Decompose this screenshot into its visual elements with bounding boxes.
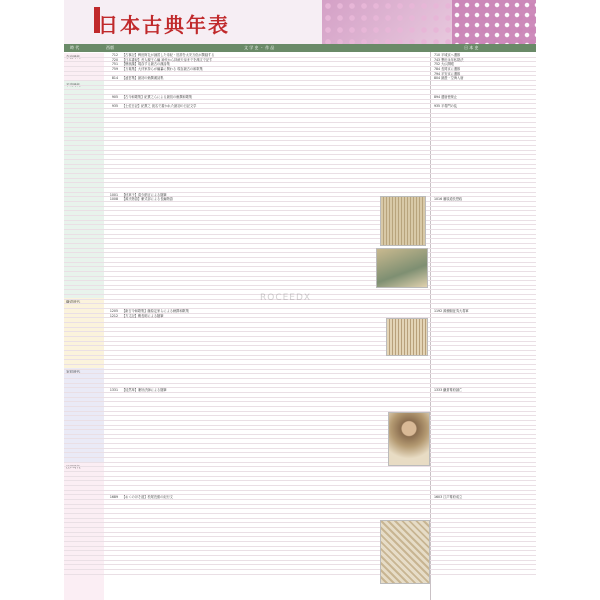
era-label: 室町時代 bbox=[66, 370, 81, 374]
row-event: 【懐風藻】現存する最古の漢詩集 bbox=[122, 62, 170, 67]
row-event: 【徒然草】兼好法師による随筆 bbox=[122, 388, 167, 393]
col-world: 日 本 史 bbox=[464, 45, 479, 50]
row-history: 935 平将門の乱 bbox=[434, 104, 458, 109]
era-label: 鎌倉時代 bbox=[66, 300, 81, 304]
row-year: 712 bbox=[111, 53, 118, 57]
row-year: 1212 bbox=[109, 313, 118, 318]
page-title: 日本古典年表 bbox=[98, 13, 230, 37]
row-history: 1333 鎌倉幕府滅亡 bbox=[434, 388, 463, 393]
row-history: 1016 藤原道長摂政 bbox=[434, 197, 463, 202]
row-history: 710 平城京へ遷都 bbox=[434, 53, 461, 57]
row-event: 【万葉集】大伴家持らが編纂に関わる 現存最古の和歌集 bbox=[122, 66, 203, 71]
row-event: 【凌雲集】最初の勅撰漢詩集 bbox=[122, 76, 164, 81]
row-event: 【古今和歌集】紀貫之らによる最初の勅撰和歌集 bbox=[122, 94, 193, 99]
row-year: 751 bbox=[111, 62, 118, 67]
row-event: 【土佐日記】紀貫之 仮名で書かれた最初の日記文学 bbox=[122, 104, 197, 109]
row-year: 935 bbox=[111, 104, 118, 109]
row-history: 1192 源頼朝征夷大将軍 bbox=[434, 309, 469, 314]
manuscript-image bbox=[386, 318, 428, 356]
col-year: 西暦 bbox=[106, 45, 114, 50]
era-label: 江戸時代 bbox=[66, 465, 81, 469]
page-header bbox=[64, 0, 536, 44]
row-year: 759 bbox=[111, 66, 118, 71]
row-year: 814 bbox=[111, 76, 118, 81]
row-history: 784 長岡京に遷都 bbox=[434, 66, 461, 71]
row-event: 【おくのほそ道】松尾芭蕉の紀行文 bbox=[122, 495, 173, 500]
portrait-image bbox=[388, 412, 430, 466]
row-year: 1689 bbox=[109, 495, 118, 500]
row-year: 1001 bbox=[109, 192, 118, 197]
row-history: 804 最澄・空海入唐 bbox=[434, 76, 464, 81]
row-year: 1205 bbox=[109, 309, 118, 314]
row-year: 905 bbox=[111, 94, 118, 99]
row-event: 【枕草子】清少納言による随筆 bbox=[122, 192, 167, 197]
header-dot-pattern bbox=[452, 0, 536, 44]
row-history: 894 遣唐使廃止 bbox=[434, 94, 458, 99]
edo-illustration-image bbox=[380, 520, 430, 584]
era-label: 平安時代 bbox=[66, 83, 81, 87]
scroll-text-image bbox=[380, 196, 426, 246]
timeline-row bbox=[64, 570, 536, 575]
timeline-page bbox=[64, 0, 536, 600]
timeline-rows bbox=[64, 53, 536, 575]
row-event: 【日本書紀】舎人親王ら編 神代から持統天皇までを漢文で記す bbox=[122, 57, 213, 62]
picture-scroll-image bbox=[376, 248, 428, 288]
row-event: 【新古今和歌集】藤原定家らによる勅撰和歌集 bbox=[122, 309, 189, 314]
era-label: 奈良時代 bbox=[66, 55, 81, 59]
row-history: 1603 江戸幕府成立 bbox=[434, 495, 463, 500]
row-year: 1008 bbox=[109, 197, 118, 202]
col-era: 時 代 bbox=[70, 45, 80, 50]
row-year: 1331 bbox=[109, 388, 118, 393]
watermark: ROCEEDX bbox=[260, 293, 312, 303]
row-event: 【古事記】稗田阿礼が誦習した帝紀・旧辞を太安万侶が撰録する bbox=[122, 53, 215, 57]
col-event: 文 学 史 ・ 作 品 bbox=[244, 45, 275, 50]
row-history: 794 平安京に遷都 bbox=[434, 71, 461, 76]
row-history: 743 墾田永年私財法 bbox=[434, 57, 464, 62]
row-year: 720 bbox=[111, 57, 118, 62]
row-event: 【源氏物語】紫式部による長編物語 bbox=[122, 197, 173, 202]
row-event: 【方丈記】鴨長明による随筆 bbox=[122, 313, 164, 318]
column-header bbox=[64, 44, 536, 52]
row-history: 752 大仏開眼 bbox=[434, 62, 454, 67]
